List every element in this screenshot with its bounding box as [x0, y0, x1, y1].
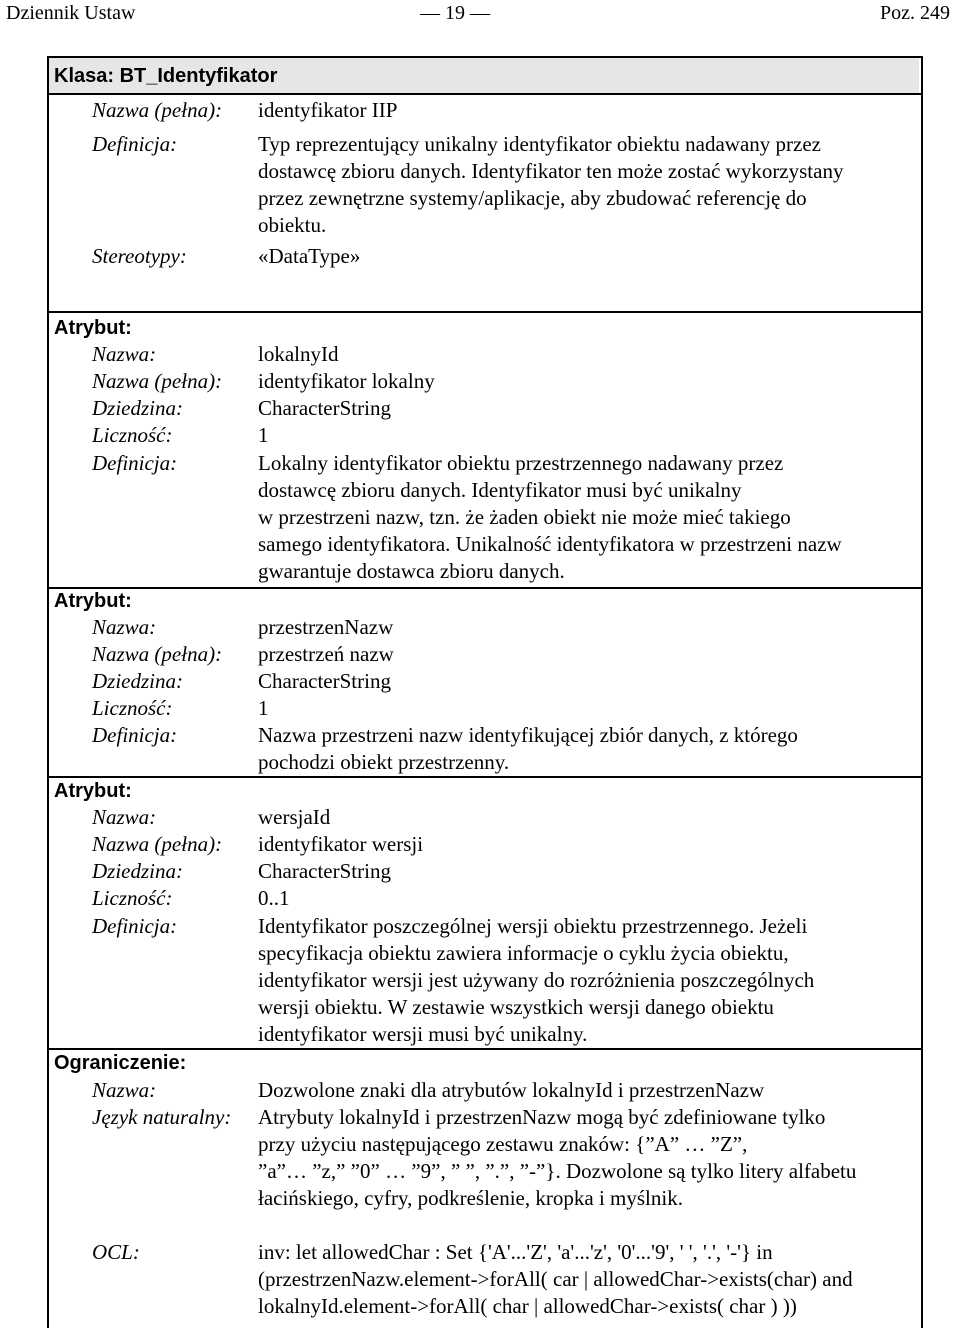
section-divider	[47, 776, 921, 778]
class-definition-label: Definicja:	[92, 132, 178, 156]
attribute-multiplicity: 1	[258, 423, 269, 447]
constraint-heading: Ograniczenie:	[54, 1052, 187, 1074]
attribute-domain-label: Dziedzina:	[92, 396, 183, 420]
class-definition-line: dostawcę zbioru danych. Identyfikator ten może zostać wykorzystany	[258, 159, 844, 183]
attribute-name: przestrzenNazw	[258, 615, 394, 639]
ocl-line: lokalnyId.element->forAll( char | allowedChar->exists( char ) ))	[258, 1294, 797, 1318]
constraint-name: Dozwolone znaki dla atrybutów lokalnyId i przestrzenNazw	[258, 1078, 765, 1102]
class-definition-line: obiektu.	[258, 213, 327, 237]
attribute-definition-line: specyfikacja obiektu zawiera informacje o cyklu życia obiektu,	[258, 941, 789, 965]
stereotypes-label: Stereotypy:	[92, 244, 187, 268]
ocl-line: inv: let allowedChar : Set {'A'...'Z', 'a'...'z', '0'...'9', ' ', '.', '-'} in	[258, 1240, 773, 1264]
attribute-definition-label: Definicja:	[92, 451, 178, 475]
attribute-heading: Atrybut:	[54, 590, 132, 612]
natural-language-line: ”a”… ”z,” ”0” … ”9”, ” ”, ”.”, ”-”}. Dozwolone są tylko litery alfabetu	[258, 1159, 857, 1183]
attribute-domain-label: Dziedzina:	[92, 669, 183, 693]
position-number: Poz. 249	[880, 2, 950, 24]
attribute-definition-line: Nazwa przestrzeni nazw identyfikującej zbiór danych, z którego	[258, 723, 798, 747]
attribute-domain: CharacterString	[258, 396, 391, 420]
class-definition-line: Typ reprezentujący unikalny identyfikator obiektu nadawany przez	[258, 132, 821, 156]
section-divider	[47, 587, 921, 589]
attribute-name-label: Nazwa:	[92, 615, 157, 639]
page-number: — 19 —	[420, 2, 490, 24]
attribute-definition-label: Definicja:	[92, 723, 178, 747]
natural-language-label: Język naturalny:	[92, 1105, 232, 1129]
attribute-domain: CharacterString	[258, 669, 391, 693]
attribute-definition-line: pochodzi obiekt przestrzenny.	[258, 750, 510, 774]
attribute-domain-label: Dziedzina:	[92, 859, 183, 883]
journal-name: Dziennik Ustaw	[6, 2, 136, 24]
attribute-full-name: identyfikator wersji	[258, 832, 424, 856]
class-title: Klasa: BT_Identyfikator	[54, 65, 278, 87]
attribute-full-name-label: Nazwa (pełna):	[92, 642, 223, 666]
section-divider	[47, 311, 921, 313]
class-header-divider	[47, 93, 921, 95]
attribute-definition-line: Identyfikator poszczególnej wersji obiektu przestrzennego. Jeżeli	[258, 914, 808, 938]
attribute-multiplicity: 0..1	[258, 886, 290, 910]
class-full-name: identyfikator IIP	[258, 98, 398, 122]
stereotype-value: «DataType»	[258, 244, 361, 268]
natural-language-line: Atrybuty lokalnyId i przestrzenNazw mogą być zdefiniowane tylko	[258, 1105, 826, 1129]
attribute-multiplicity-label: Liczność:	[92, 696, 173, 720]
attribute-definition-line: identyfikator wersji musi być unikalny.	[258, 1022, 588, 1046]
attribute-heading: Atrybut:	[54, 317, 132, 339]
class-full-name-label: Nazwa (pełna):	[92, 98, 223, 122]
ocl-line: (przestrzenNazw.element->forAll( car | allowedChar->exists(char) and	[258, 1267, 853, 1291]
page-header	[0, 0, 960, 30]
attribute-name: wersjaId	[258, 805, 331, 829]
attribute-definition-label: Definicja:	[92, 914, 178, 938]
attribute-full-name-label: Nazwa (pełna):	[92, 832, 223, 856]
constraint-name-label: Nazwa:	[92, 1078, 157, 1102]
attribute-multiplicity-label: Liczność:	[92, 886, 173, 910]
attribute-multiplicity-label: Liczność:	[92, 423, 173, 447]
attribute-domain: CharacterString	[258, 859, 391, 883]
attribute-full-name: identyfikator lokalny	[258, 369, 435, 393]
natural-language-line: przy użyciu następującego zestawu znaków: {”A” … ”Z”,	[258, 1132, 748, 1156]
attribute-definition-line: gwarantuje dostawca zbioru danych.	[258, 559, 565, 583]
attribute-full-name: przestrzeń nazw	[258, 642, 394, 666]
attribute-definition-line: samego identyfikatora. Unikalność identyfikatora w przestrzeni nazw	[258, 532, 842, 556]
attribute-definition-line: Lokalny identyfikator obiektu przestrzennego nadawany przez	[258, 451, 784, 475]
attribute-definition-line: dostawcę zbioru danych. Identyfikator musi być unikalny	[258, 478, 742, 502]
attribute-name-label: Nazwa:	[92, 342, 157, 366]
attribute-name: lokalnyId	[258, 342, 339, 366]
attribute-definition-line: wersji obiektu. W zestawie wszystkich wersji danego obiektu	[258, 995, 774, 1019]
attribute-definition-line: identyfikator wersji jest używany do rozróżnienia poszczególnych	[258, 968, 815, 992]
natural-language-line: łacińskiego, cyfry, podkreślenie, kropka i myślnik.	[258, 1186, 683, 1210]
attribute-heading: Atrybut:	[54, 780, 132, 802]
class-definition-line: przez zewnętrzne systemy/aplikacje, aby zbudować referencję do	[258, 186, 807, 210]
attribute-full-name-label: Nazwa (pełna):	[92, 369, 223, 393]
attribute-multiplicity: 1	[258, 696, 269, 720]
attribute-name-label: Nazwa:	[92, 805, 157, 829]
attribute-definition-line: w przestrzeni nazw, tzn. że żaden obiekt nie może mieć takiego	[258, 505, 791, 529]
ocl-label: OCL:	[92, 1240, 140, 1264]
